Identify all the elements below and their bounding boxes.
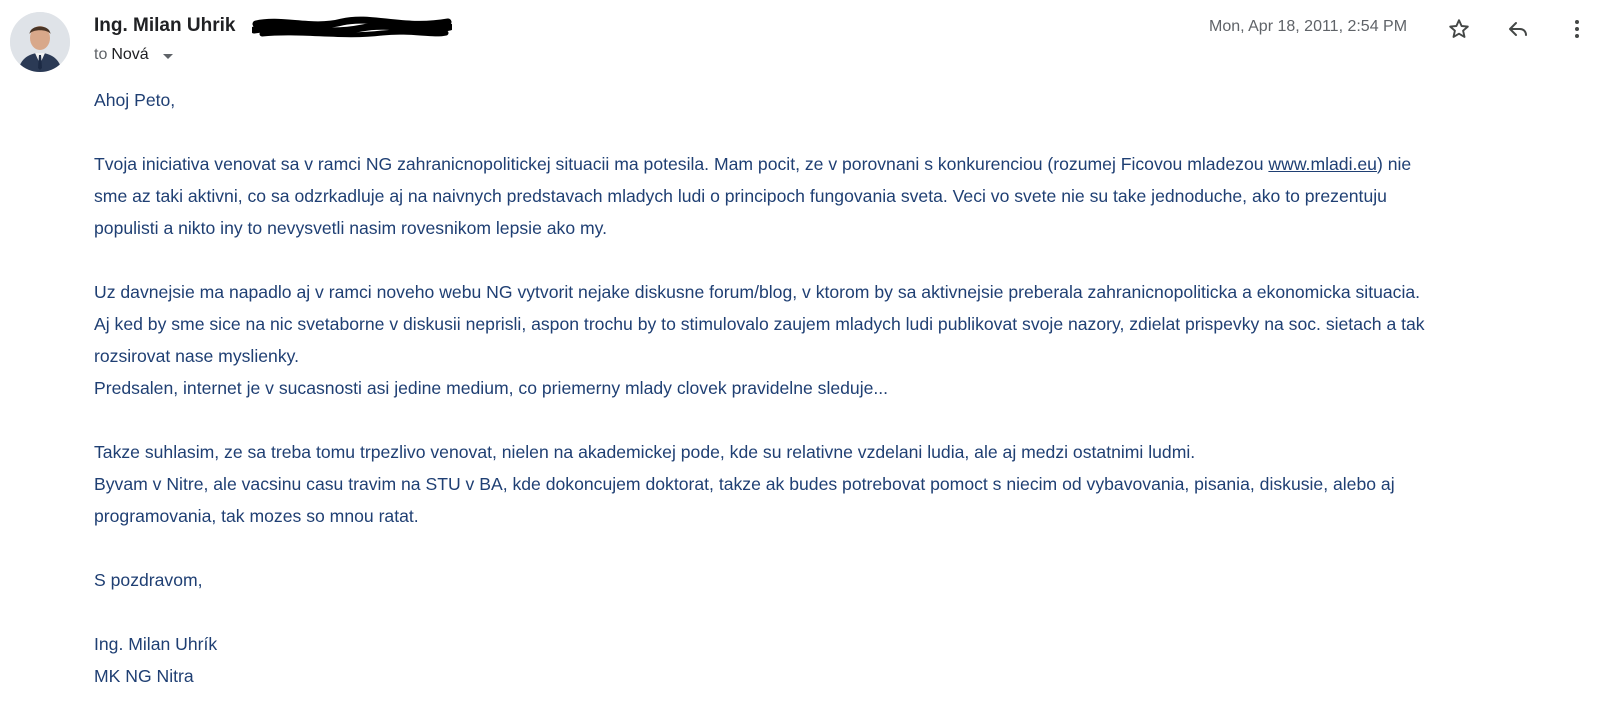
message-body <box>94 84 1594 692</box>
recipient-name: Nová <box>111 46 149 63</box>
paragraph-gap <box>94 116 1594 148</box>
body-line: sme az taki aktivni, co sa odzrkadluje aj na naivnych predstavach mladych ludi o principoch fungovania sveta. Veci vo svete nie su take jednoduche, ako to prezentuju <box>94 186 1387 206</box>
body-line: Takze suhlasim, ze sa treba tomu trpezlivo venovat, nielen na akademickej pode, kde su relativne vzdelani ludia, ale aj medzi ostatnimi ludmi. <box>94 442 1196 462</box>
body-line <box>94 148 1594 180</box>
body-line: programovania, tak mozes so mnou ratat. <box>94 506 419 526</box>
paragraph-gap <box>94 244 1594 276</box>
star-icon <box>1447 17 1471 41</box>
body-line: Byvam v Nitre, ale vacsinu casu travim na STU v BA, kde dokoncujem doktorat, takze ak budes potrebovat pomoct s niecim od vybavovania, pisania, diskusie, alebo aj <box>94 474 1395 494</box>
mladi-link[interactable]: www.mladi.eu <box>1268 154 1377 174</box>
redaction-scribble <box>252 16 452 38</box>
message-date: Mon, Apr 18, 2011, 2:54 PM <box>1209 18 1408 35</box>
chevron-down-icon[interactable] <box>163 54 173 59</box>
paragraph-gap <box>94 404 1594 436</box>
more-options-button[interactable] <box>1562 14 1592 44</box>
reply-button[interactable] <box>1503 14 1533 44</box>
greeting: Ahoj Peto, <box>94 90 176 110</box>
body-line: Uz davnejsie ma napadlo aj v ramci noveho webu NG vytvorit nejake diskusne forum/blog, v ktorom by sa aktivnejsie preberala zahranicnopoliticka a ekonomicka situacia. <box>94 282 1421 302</box>
reply-icon <box>1506 17 1530 41</box>
body-text: Tvoja iniciativa venovat sa v ramci NG zahranicnopolitickej situacii ma potesila. Mam pocit, ze v porovnani s konkurenciou (rozumej Ficovou mladezou <box>94 154 1269 174</box>
body-line: Predsalen, internet je v sucasnosti asi jedine medium, co priemerny mlady clovek pravidelne sleduje... <box>94 378 889 398</box>
avatar-photo <box>10 12 70 72</box>
recipient-line <box>94 46 173 64</box>
body-text: ) nie <box>1376 154 1412 174</box>
more-vert-icon <box>1565 17 1589 41</box>
body-line: Aj ked by sme sice na nic svetaborne v diskusii neprisli, aspon trochu by to stimulovalo zaujem mladych ludi publikovat svoje nazory, zdielat prispevky na soc. sietach a tak <box>94 314 1425 334</box>
sender-name: Ing. Milan Uhrik <box>94 15 236 36</box>
recipient-prefix: to <box>94 46 108 63</box>
star-button[interactable] <box>1444 14 1474 44</box>
body-line: populisti a nikto iny to nevysvetli nasim rovesnikom lepsie ako my. <box>94 218 608 238</box>
signature-name: Ing. Milan Uhrík <box>94 634 218 654</box>
paragraph-gap <box>94 532 1594 564</box>
avatar[interactable] <box>10 12 70 72</box>
closing: S pozdravom, <box>94 570 203 590</box>
body-line: rozsirovat nase myslienky. <box>94 346 299 366</box>
paragraph-gap <box>94 596 1594 628</box>
signature-org: MK NG Nitra <box>94 666 194 686</box>
